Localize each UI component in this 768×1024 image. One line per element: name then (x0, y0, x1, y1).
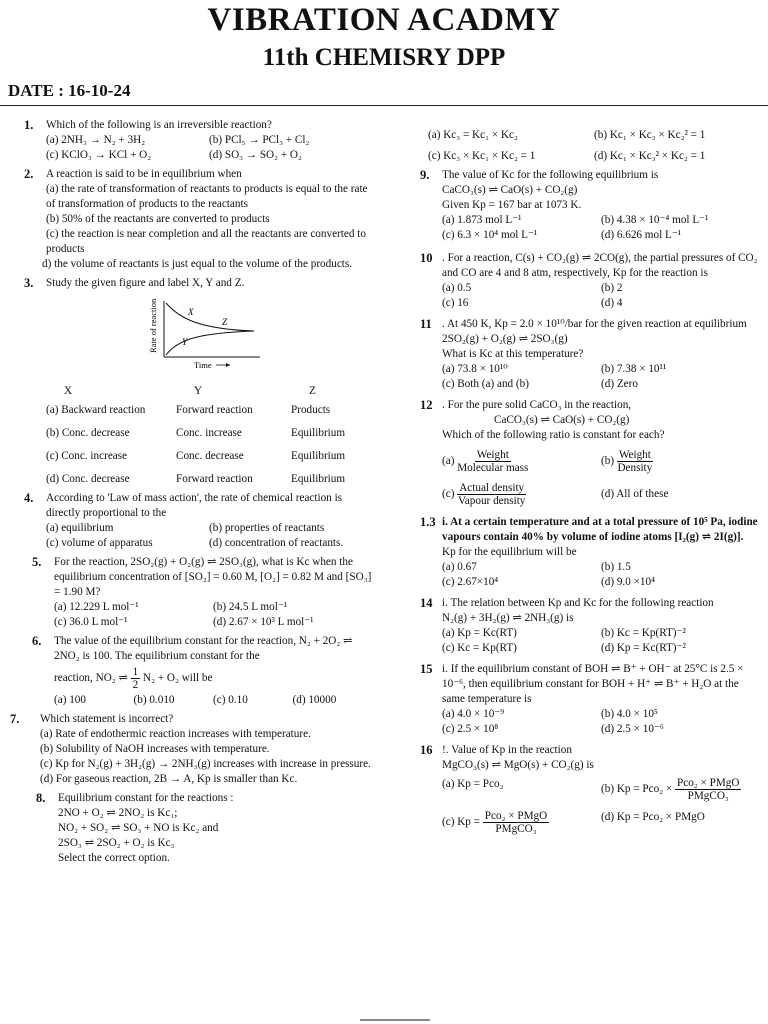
question-text-continued: Kp for the equilibrium will be (442, 546, 577, 558)
table-cell: Forward reaction (176, 404, 253, 416)
option-b: (b) 1.5 (601, 561, 631, 573)
option-d: (d) For gaseous reaction, 2B → A, Kp is smaller than Kc. (40, 773, 298, 785)
question-number: 14 (420, 596, 433, 610)
option-c: (c) 2.5 × 10⁸ (442, 723, 499, 735)
option-c: (c) the reaction is near completion and all the reactants are converted to products (46, 228, 366, 255)
reaction-line: CaCO₃(s) ⇌ CaO(s) + CO₂(g) (494, 414, 630, 426)
option-d: d) the volume of reactants is just equal to the volume of the products. (42, 258, 353, 270)
option-d: (d) 6.626 mol L⁻¹ (601, 229, 682, 241)
fraction-one-half: $\frac{1}{2}$ (132, 666, 139, 691)
question-12 (420, 398, 760, 507)
option-c: (c) $\frac{\text{Actual density}}{\text{Vapour density}}$ (442, 482, 526, 507)
question-1 (24, 118, 372, 163)
figure-ylabel: Rate of reaction (148, 298, 158, 353)
question-2 (24, 167, 372, 272)
question-text: Which statement is incorrect? (40, 713, 174, 725)
option-b: (b) $\frac{\text{Weight}}{\text{Density}}$ (601, 449, 653, 474)
question-text: According to 'Law of mass action', the rate of chemical reaction is directly proportional to the (46, 492, 343, 519)
reaction-line: NO₂ + SO₂ ⇌ SO₃ + NO is Kc₂ and (58, 822, 219, 834)
option-d: (d) Kp = Kc(RT)⁻² (601, 642, 686, 654)
option-c: (c) 6.3 × 10⁴ mol L⁻¹ (442, 229, 538, 241)
option-b: (b) Solubility of NaOH increases with temperature. (40, 743, 270, 755)
question-number: 15 (420, 662, 433, 676)
question-7 (10, 712, 372, 787)
question-number: 16 (420, 743, 433, 757)
reaction-line: N₂(g) + 3H₂(g) ⇌ 2NH₃(g) is (442, 612, 574, 624)
option-a: (a) 100 (54, 694, 86, 706)
figure-label-x: X (188, 307, 194, 317)
option-c: (c) Kp = $\frac{\text{Pco₂ × PMgO}}{\text{PMgCO₃}}$ (442, 810, 548, 835)
left-column (10, 118, 372, 870)
question-text: A reaction is said to be in equilibrium when (46, 168, 242, 180)
table-cell: Conc. decrease (176, 450, 244, 462)
page-title: VIBRATION ACADMY (207, 2, 561, 38)
option-d: (d) 10000 (292, 694, 337, 706)
question-text: Which of the following is an irreversible reaction? (46, 119, 272, 131)
option-c: (c) KClO₃ → KCl + O₂ (46, 149, 152, 161)
question-14 (420, 596, 760, 656)
question-16 (420, 743, 760, 835)
option-c: (c) Kc = Kp(RT) (442, 642, 517, 654)
option-a: (a) 4.0 × 10⁻⁹ (442, 708, 505, 720)
question-number: 1.3 (420, 515, 436, 529)
option-b: (b) 24.5 L mol⁻¹ (213, 601, 288, 613)
question-15 (420, 662, 760, 737)
instruction-text: Select the correct option. (58, 852, 170, 864)
question-text: . For a reaction, C(s) + CO₂(g) ⇌ 2CO(g), the partial pressures of CO₂ and CO are 4 and 8 atm, respectively, Kp for the reaction is (442, 252, 758, 279)
option-d: (d) 2.67 × 10³ L mol⁻¹ (213, 616, 314, 628)
table-cell: Equilibrium (291, 450, 346, 462)
question-text: Study the given figure and label X, Y and Z. (46, 277, 245, 289)
question-text-continued: What is Kc at this temperature? (442, 348, 584, 360)
option-d: (d) All of these (601, 488, 669, 500)
option-c: (c) Kc₃ × Kc₁ × Kc₂ = 1 (428, 150, 536, 162)
question-3 (24, 276, 372, 487)
header-divider (0, 105, 768, 106)
option-c: (c) volume of apparatus (46, 537, 153, 549)
option-a: (a) Kc₃ = Kc₁ × Kc₂ (428, 129, 518, 141)
question-6 (24, 634, 372, 708)
question-text: The value of the equilibrium constant for the reaction, N₂ + 2O₂ ⇌ 2NO₂ is 100. The equilibrium constant for the (54, 635, 353, 662)
question-text: The value of Kc for the following equilibrium is (442, 169, 659, 181)
question-number: 11 (420, 317, 432, 331)
table-cell: (c) Conc. increase (46, 450, 128, 462)
question-8 (24, 791, 372, 866)
option-a: (a) equilibrium (46, 522, 114, 534)
question-text-continued: reaction, NO₂ ⇌ (54, 672, 128, 685)
option-a: (a) Kp = Kc(RT) (442, 627, 517, 639)
question-13 (420, 515, 760, 590)
option-d: (d) 4 (601, 297, 623, 309)
question-8-options (420, 128, 760, 164)
option-a: (a) $\frac{\text{Weight}}{\text{Molecular mass}}$ (442, 449, 529, 474)
option-b: (b) PCl₅ → PCl₃ + Cl₂ (209, 134, 310, 146)
page-subtitle: 11th CHEMISRY DPP (262, 44, 506, 71)
reaction-line: 2SO₃ ⇌ 2SO₂ + O₂ is Kc₃ (58, 837, 175, 849)
table-cell: Equilibrium (291, 427, 346, 439)
question-text: i. If the equilibrium constant of BOH ⇌ B⁺ + OH⁻ at 25°C is 2.5 × 10⁻⁶, then equilibrium constant for BOH + H⁺ ⇌ B⁺ + H₂O at the same temperature is (442, 663, 744, 705)
question-11 (420, 317, 760, 392)
question-number: 8. (36, 791, 46, 805)
figure-label-y: Y (182, 337, 188, 347)
option-b: (b) 4.0 × 10⁵ (601, 708, 658, 720)
question-5 (24, 555, 372, 630)
option-a: (a) 1.873 mol L⁻¹ (442, 214, 522, 226)
option-d: (d) SO₃ → SO₂ + O₂ (209, 149, 302, 161)
given-line: Given Kp = 167 bar at 1073 K. (442, 199, 582, 211)
question-number: 7. (10, 712, 20, 726)
question-text: . For the pure solid CaCO₃ in the reaction, (442, 399, 632, 411)
right-column (420, 128, 760, 839)
table-cell: (a) Backward reaction (46, 404, 146, 416)
column-y-header: Y (194, 385, 203, 397)
option-b: (b) 7.38 × 10¹¹ (601, 363, 667, 375)
question-text-continued: N₂ + O₂ will be (143, 672, 213, 685)
column-z-header: Z (309, 385, 316, 397)
option-d: (d) 2.5 × 10⁻⁶ (601, 723, 664, 735)
table-cell: Forward reaction (176, 473, 253, 485)
option-d: (d) Kc₁ × Kc₃² × Kc₂ = 1 (594, 150, 706, 162)
question-number: 10 (420, 251, 433, 265)
reaction-line: 2NO + O₂ ⇌ 2NO₂ is Kc₁; (58, 807, 178, 819)
option-d: (d) 9.0 ×10⁴ (601, 576, 656, 588)
option-a: (a) 0.67 (442, 561, 477, 573)
option-d: (d) concentration of reactants. (209, 537, 344, 549)
option-d: (d) Kp = Pco₂ × PMgO (601, 811, 705, 823)
question-text: i. The relation between Kp and Kc for the following reaction (442, 597, 714, 609)
option-b: (b) Kc₁ × Kc₃ × Kc₂² = 1 (594, 129, 706, 141)
options-table (24, 403, 372, 487)
table-cell: (b) Conc. decrease (46, 427, 130, 439)
question-number: 4. (24, 491, 34, 505)
question-text-continued: Which of the following ratio is constant for each? (442, 429, 665, 441)
question-number: 3. (24, 276, 34, 290)
option-b: (b) Kp = Pco₂ × $\frac{\text{Pco₂ × PMgO}}{\text{PMgCO₃}}$ (601, 777, 740, 802)
question-4 (24, 491, 372, 551)
option-b: (b) 50% of the reactants are converted to products (46, 213, 270, 225)
rate-time-figure (150, 297, 372, 374)
option-a: (a) the rate of transformation of reactants to products is equal to the rate of transformation of products to the reactants (46, 183, 368, 210)
question-number: 1. (24, 118, 34, 132)
question-number: 5. (32, 555, 42, 569)
question-number: 9. (420, 168, 430, 182)
question-text: For the reaction, 2SO₂(g) + O₂(g) ⇌ 2SO₃(g), what is Kc when the equilibrium concentration of [SO₂] = 0.60 M, [O₂] = 0.82 M and [SO₃] = 1.90 M? (54, 556, 372, 598)
option-a: (a) Kp = Pco₂ (442, 778, 504, 790)
option-a: (a) 73.8 × 10¹⁰ (442, 363, 508, 375)
table-cell: (d) Conc. decrease (46, 473, 130, 485)
column-x-header: X (64, 385, 73, 397)
option-d: (d) Zero (601, 378, 638, 390)
question-text: Equilibrium constant for the reactions : (58, 792, 234, 804)
option-b: (b) 2 (601, 282, 623, 294)
table-cell: Products (291, 404, 331, 416)
option-c: (c) 0.10 (213, 694, 248, 706)
question-number: 12 (420, 398, 433, 412)
option-a: (a) 0.5 (442, 282, 472, 294)
reaction-line: 2SO₂(g) + O₂(g) ⇌ 2SO₃(g) (442, 333, 568, 345)
page-footer-mark (360, 1019, 430, 1021)
question-text: i. At a certain temperature and at a total pressure of 10⁵ Pa, iodine vapours contain 40% by volume of iodine atoms [I₂(g) ⇌ 2I(g)]. (442, 516, 758, 543)
question-text: !. Value of Kp in the reaction (442, 744, 572, 756)
option-a: (a) 12.229 L mol⁻¹ (54, 601, 139, 613)
question-text: . At 450 K, Kp = 2.0 × 10¹⁰/bar for the given reaction at equilibrium (442, 318, 747, 330)
option-c: (c) Kp for N₂(g) + 3H₂(g) → 2NH₃(g) increases with increase in pressure. (40, 758, 371, 770)
table-cell: Equilibrium (291, 473, 346, 485)
figure-label-z: Z (222, 317, 228, 327)
reaction-line: CaCO₃(s) ⇌ CaO(s) + CO₂(g) (442, 184, 578, 196)
option-c: (c) 36.0 L mol⁻¹ (54, 616, 128, 628)
date-label: DATE : 16-10-24 (8, 81, 131, 100)
option-b: (b) properties of reactants (209, 522, 325, 534)
question-10 (420, 251, 760, 311)
option-c: (c) 2.67×10⁴ (442, 576, 499, 588)
option-a: (a) 2NH₃ → N₂ + 3H₂ (46, 134, 146, 146)
option-b: (b) Kc = Kp(RT)⁻² (601, 627, 686, 639)
reaction-line: MgCO₃(s) ⇌ MgO(s) + CO₂(g) is (442, 759, 594, 771)
option-b: (b) 0.010 (133, 694, 175, 706)
table-cell: Conc. increase (176, 427, 242, 439)
question-number: 2. (24, 167, 34, 181)
question-9 (420, 168, 760, 243)
option-b: (b) 4.38 × 10⁻⁴ mol L⁻¹ (601, 214, 709, 226)
option-c: (c) Both (a) and (b) (442, 378, 529, 390)
figure-xlabel: Time (194, 360, 212, 370)
option-a: (a) Rate of endothermic reaction increases with temperature. (40, 728, 311, 740)
question-number: 6. (32, 634, 42, 648)
option-c: (c) 16 (442, 297, 469, 309)
